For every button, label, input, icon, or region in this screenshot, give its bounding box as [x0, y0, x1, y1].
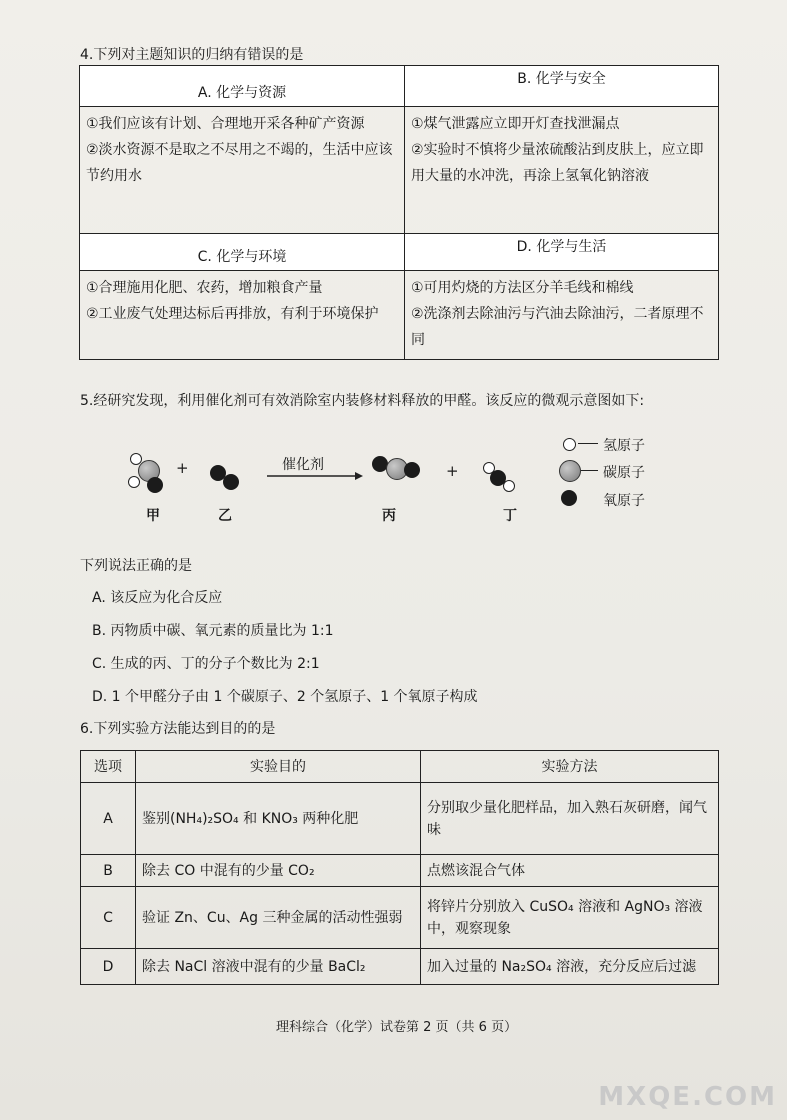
- q6-row-b-method: 点燃该混合气体: [421, 855, 719, 887]
- q6-row-a-method: 分别取少量化肥样品，加入熟石灰研磨，闻气味: [421, 783, 719, 855]
- q4-b-line2: ②实验时不慎将少量浓硫酸沾到皮肤上，应立即用大量的水冲洗，再涂上氢氧化钠溶液: [411, 142, 704, 184]
- legend-line: [578, 443, 598, 444]
- label-yi: 乙: [218, 508, 232, 524]
- catalyst-label: 催化剂: [282, 457, 324, 473]
- plus-sign: +: [446, 462, 459, 480]
- q6-row-d-option: D: [81, 949, 136, 985]
- label-bing: 丙: [382, 508, 396, 524]
- legend-oxygen: 氧原子: [603, 493, 645, 509]
- q4-a-line2: ②淡水资源不是取之不尽用之不竭的，生活中应该节约用水: [86, 142, 393, 184]
- q4-d-line1: ①可用灼烧的方法区分羊毛线和棉线: [411, 280, 634, 296]
- q4-c-line1: ①合理施用化肥、农药，增加粮食产量: [86, 280, 323, 296]
- q6-row-b-option: B: [81, 855, 136, 887]
- q5-title: 5.经研究发现，利用催化剂可有效消除室内装修材料释放的甲醛。该反应的微观示意图如下:: [80, 393, 645, 409]
- label-ding: 丁: [503, 508, 517, 524]
- hydrogen-legend-icon: [563, 438, 576, 451]
- q5-option-c: C. 生成的丙、丁的分子个数比为 2:1: [92, 656, 320, 672]
- q4-b-head: B. 化学与安全: [405, 66, 719, 107]
- q6-title: 6.下列实验方法能达到目的的是: [80, 721, 276, 737]
- oxygen-atom-icon: [223, 474, 239, 490]
- legend-carbon: 碳原子: [603, 465, 645, 481]
- q6-row-a-option: A: [81, 783, 136, 855]
- oxygen-atom-icon: [147, 477, 163, 493]
- legend-line: [581, 470, 598, 471]
- q5-stem: 下列说法正确的是: [80, 558, 192, 574]
- oxygen-atom-icon: [404, 462, 420, 478]
- q5-option-d: D. 1 个甲醛分子由 1 个碳原子、2 个氢原子、1 个氧原子构成: [92, 689, 478, 705]
- carbon-legend-icon: [559, 460, 581, 482]
- q6-header-method: 实验方法: [421, 751, 719, 783]
- q4-a-body: [80, 107, 405, 234]
- q4-b-body: [405, 107, 719, 234]
- q4-a-head: A. 化学与资源: [80, 66, 405, 107]
- q6-row-c-option: C: [81, 887, 136, 949]
- q5-option-b: B. 丙物质中碳、氧元素的质量比为 1:1: [92, 623, 334, 639]
- q6-row-c-method: 将锌片分别放入 CuSO₄ 溶液和 AgNO₃ 溶液中，观察现象: [421, 887, 719, 949]
- q4-table: [79, 65, 719, 360]
- plus-sign: +: [176, 459, 189, 477]
- q4-d-line2: ②洗涤剂去除油污与汽油去除油污，二者原理不同: [411, 306, 704, 348]
- q4-c-body: [80, 271, 405, 360]
- q4-d-body: [405, 271, 719, 360]
- oxygen-legend-icon: [561, 490, 577, 506]
- q4-c-head: C. 化学与环境: [80, 234, 405, 271]
- watermark: MXQE.COM: [598, 1082, 777, 1112]
- reaction-arrow-icon: [265, 470, 365, 482]
- q6-row-c-goal: 验证 Zn、Cu、Ag 三种金属的活动性强弱: [136, 887, 421, 949]
- q4-d-head: D. 化学与生活: [405, 234, 719, 271]
- q6-header-option: 选项: [81, 751, 136, 783]
- q4-b-line1: ①煤气泄露应立即开灯查找泄漏点: [411, 116, 620, 132]
- q4-c-line2: ②工业废气处理达标后再排放，有利于环境保护: [86, 306, 379, 322]
- q4-a-line1: ①我们应该有计划、合理地开采各种矿产资源: [86, 116, 365, 132]
- label-jia: 甲: [146, 508, 160, 524]
- page-footer: 理科综合（化学）试卷第 2 页（共 6 页）: [276, 1020, 518, 1035]
- q6-row-a-goal: 鉴别(NH₄)₂SO₄ 和 KNO₃ 两种化肥: [136, 783, 421, 855]
- q6-row-d-goal: 除去 NaCl 溶液中混有的少量 BaCl₂: [136, 949, 421, 985]
- hydrogen-atom-icon: [503, 480, 515, 492]
- hydrogen-atom-icon: [128, 476, 140, 488]
- q4-title: 4.下列对主题知识的归纳有错误的是: [80, 47, 304, 63]
- q6-header-goal: 实验目的: [136, 751, 421, 783]
- q6-row-d-method: 加入过量的 Na₂SO₄ 溶液，充分反应后过滤: [421, 949, 719, 985]
- q5-option-a: A. 该反应为化合反应: [92, 590, 223, 606]
- legend-hydrogen: 氢原子: [603, 438, 645, 454]
- reaction-diagram: [110, 440, 710, 530]
- q6-row-b-goal: 除去 CO 中混有的少量 CO₂: [136, 855, 421, 887]
- q6-table: [80, 750, 719, 985]
